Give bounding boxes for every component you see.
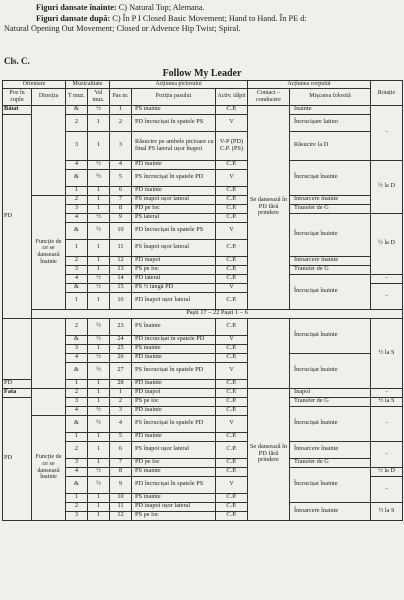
step-foot-action: V: [216, 476, 248, 493]
step-number: 2: [110, 397, 132, 406]
step-t-muz: &: [66, 169, 88, 186]
intro-label-after: Figuri dansate după:: [36, 13, 111, 23]
step-val-muz: 1: [88, 195, 110, 204]
header-row-columns: [3, 88, 403, 105]
header-row-groups: [3, 81, 403, 89]
step-foot-action: V-P (PD) C.P. (PS): [216, 131, 248, 160]
step-number: 1: [110, 105, 132, 114]
step-foot-action: C.P.: [216, 256, 248, 265]
header-val-muz: Val muz.: [88, 88, 110, 105]
step-number: 12: [110, 511, 132, 520]
step-position: PD pe loc: [132, 458, 216, 467]
step-number: 15: [110, 283, 132, 292]
step-t-muz: 1: [66, 292, 88, 309]
step-val-muz: 1: [88, 379, 110, 388]
header-actiunea-corpului: Acțiunea corpului: [248, 81, 371, 89]
step-val-muz: ½: [88, 283, 110, 292]
directia-empty-3: [32, 388, 66, 415]
step-number: 24: [110, 335, 132, 344]
step-val-muz: ½: [88, 213, 110, 222]
movement-cell: Încrucișat înainte: [290, 160, 371, 195]
rotation-cell: -: [371, 388, 403, 397]
intro-line-1: [4, 3, 402, 14]
poz-empty-1: [3, 318, 32, 379]
step-foot-action: C.P.: [216, 318, 248, 335]
step-number: 6: [110, 186, 132, 195]
step-t-muz: 4: [66, 467, 88, 476]
step-number: 5: [110, 169, 132, 186]
step-val-muz: 1: [88, 511, 110, 520]
step-foot-action: V: [216, 362, 248, 379]
class-label: Cls. C.: [4, 56, 30, 66]
step-t-muz: 1: [66, 186, 88, 195]
movement-cell: Încrucișat înainte: [290, 406, 371, 441]
step-number: 4: [110, 415, 132, 432]
rotation-cell: -: [371, 441, 403, 467]
step-t-muz: &: [66, 335, 88, 344]
header-actiunea-piciorului: Acțiunea piciorului: [110, 81, 248, 89]
poz-baiat: Băiat: [3, 105, 32, 114]
movement-cell: Încrucișat înainte: [290, 274, 371, 309]
directia-fata: Funcție de ce se dansează înainte: [32, 415, 66, 520]
rotation-cell: ½ la S: [371, 502, 403, 520]
step-t-muz: 4: [66, 213, 88, 222]
step-foot-action: C.P.: [216, 406, 248, 415]
step-position: PD înainte: [132, 160, 216, 169]
step-position: PD lateral: [132, 274, 216, 283]
step-position: PS pe loc: [132, 397, 216, 406]
step-t-muz: &: [66, 105, 88, 114]
step-number: 7: [110, 458, 132, 467]
movement-cell: Încrucișat înainte: [290, 213, 371, 256]
step-val-muz: ½: [88, 160, 110, 169]
intro-line-2: [4, 14, 402, 25]
step-number: 16: [110, 292, 132, 309]
step-foot-action: C.P.: [216, 511, 248, 520]
header-t-muz: T muz.: [66, 88, 88, 105]
movement-cell: Întoarcere înainte: [290, 441, 371, 458]
poz-pd-baiat: PD: [3, 114, 32, 318]
step-val-muz: 1: [88, 388, 110, 397]
step-val-muz: ½: [88, 353, 110, 362]
step-foot-action: C.P.: [216, 160, 248, 169]
step-foot-action: V: [216, 415, 248, 432]
poz-fata: Fata: [3, 388, 32, 397]
movement-cell: Transfer de G: [290, 458, 371, 467]
step-position: PS înainte: [132, 105, 216, 114]
step-position: PD încrucișat în spatele PS: [132, 222, 216, 239]
movement-cell: Înapoi: [290, 388, 371, 397]
movement-cell: Întoarcere înainte: [290, 195, 371, 204]
step-val-muz: 1: [88, 186, 110, 195]
step-foot-action: C.P.: [216, 441, 248, 458]
step-position: PD încrucișat în spatele PS: [132, 114, 216, 131]
step-t-muz: 2: [66, 256, 88, 265]
step-val-muz: 1: [88, 256, 110, 265]
step-position: PD înainte: [132, 353, 216, 362]
rotation-cell: -: [371, 274, 403, 283]
step-position: PD pe loc: [132, 204, 216, 213]
step-t-muz: &: [66, 283, 88, 292]
movement-cell: Răsucire la D: [290, 131, 371, 160]
step-t-muz: 2: [66, 502, 88, 511]
step-position: Răsucire pe ambele picioare cu final PS lateral ușor înapoi: [132, 131, 216, 160]
step-foot-action: C.P.: [216, 353, 248, 362]
contact-baiat: Se dansează în PD fără prindere: [248, 105, 290, 309]
step-foot-action: C.P.: [216, 388, 248, 397]
step-t-muz: 1: [66, 379, 88, 388]
step-position: PS lateral: [132, 213, 216, 222]
step-t-muz: 4: [66, 274, 88, 283]
step-position: PD înapoi: [132, 388, 216, 397]
step-number: 28: [110, 379, 132, 388]
rotation-cell: -: [371, 105, 403, 160]
step-position: PS înapoi ușor lateral: [132, 441, 216, 458]
step-t-muz: 2: [66, 388, 88, 397]
movement-cell: Transfer de G: [290, 204, 371, 213]
step-number: 6: [110, 441, 132, 458]
step-position: PD înapoi ușor lateral: [132, 292, 216, 309]
step-foot-action: C.P.: [216, 397, 248, 406]
step-position: PS ½ lângă PD: [132, 283, 216, 292]
intro-text-after: C) În P I Closed Basic Movement; Hand to Hand. În PE d:: [110, 13, 307, 23]
step-t-muz: 2: [66, 195, 88, 204]
step-position: PD înapoi ușor lateral: [132, 502, 216, 511]
step-position: PS încrucișat în spatele PD: [132, 169, 216, 186]
intro-text: [4, 3, 402, 35]
step-val-muz: 1: [88, 265, 110, 274]
step-t-muz: 3: [66, 458, 88, 467]
step-foot-action: C.P.: [216, 493, 248, 502]
step-number: 7: [110, 195, 132, 204]
header-miscarea: Mișcarea folosită: [290, 88, 371, 105]
movement-cell: Încrucișat înainte: [290, 467, 371, 502]
step-val-muz: ½: [88, 105, 110, 114]
step-number: 5: [110, 432, 132, 441]
step-position: PD înainte: [132, 432, 216, 441]
step-t-muz: &: [66, 362, 88, 379]
step-foot-action: C.P.: [216, 239, 248, 256]
directia-baiat: Funcție de ce se dansează înainte: [32, 195, 66, 309]
step-foot-action: C.P.: [216, 467, 248, 476]
step-foot-action: C.P.: [216, 186, 248, 195]
step-val-muz: 1: [88, 458, 110, 467]
step-number: 9: [110, 213, 132, 222]
step-val-muz: ½: [88, 335, 110, 344]
rotation-cell: ½ la D: [371, 213, 403, 274]
step-position: PS înainte: [132, 493, 216, 502]
step-val-muz: ½: [88, 476, 110, 493]
step-foot-action: C.P.: [216, 344, 248, 353]
step-foot-action: C.P.: [216, 195, 248, 204]
step-position: PD înainte: [132, 186, 216, 195]
step-t-muz: 3: [66, 265, 88, 274]
step-position: PS înainte: [132, 318, 216, 335]
header-muzicalitate: Muzicalitate: [66, 81, 110, 89]
movement-cell: Transfer de G: [290, 397, 371, 406]
step-number: 10: [110, 222, 132, 239]
contact-fata: Se dansează în PD fără prindere: [248, 388, 290, 520]
rotation-cell: -: [371, 406, 403, 441]
step-t-muz: &: [66, 476, 88, 493]
step-val-muz: ½: [88, 274, 110, 283]
step-t-muz: 3: [66, 511, 88, 520]
step-position: PS înapoi ușor lateral: [132, 239, 216, 256]
step-number: 13: [110, 265, 132, 274]
step-foot-action: C.P.: [216, 265, 248, 274]
step-number: 12: [110, 256, 132, 265]
step-foot-action: C.P.: [216, 105, 248, 114]
step-val-muz: ½: [88, 415, 110, 432]
step-row: [3, 195, 403, 204]
step-position: PS încrucișat în spatele PD: [132, 415, 216, 432]
step-foot-action: V: [216, 335, 248, 344]
separator-text: Pașii 17 – 22 Pașii 1 – 6: [32, 309, 403, 318]
step-t-muz: 4: [66, 353, 88, 362]
step-t-muz: 3: [66, 344, 88, 353]
step-foot-action: C.P.: [216, 379, 248, 388]
poz-pd-end: PD: [3, 379, 32, 388]
rotation-cell: -: [371, 283, 403, 309]
rotation-cell: ½ la D: [371, 160, 403, 213]
header-directia: Direcția: [32, 88, 66, 105]
step-position: PD încrucișat în spatele PS: [132, 476, 216, 493]
step-t-muz: 2: [66, 441, 88, 458]
step-foot-action: V: [216, 114, 248, 131]
step-position: PS încrucișat în spatele PD: [132, 362, 216, 379]
step-val-muz: 1: [88, 204, 110, 213]
step-foot-action: C.P.: [216, 432, 248, 441]
step-foot-action: V: [216, 222, 248, 239]
step-t-muz: &: [66, 222, 88, 239]
step-val-muz: 1: [88, 114, 110, 131]
step-foot-action: V: [216, 169, 248, 186]
step-position: PS înainte: [132, 344, 216, 353]
step-val-muz: 1: [88, 292, 110, 309]
step-val-muz: ½: [88, 318, 110, 335]
step-foot-action: C.P.: [216, 204, 248, 213]
header-orientare: Orientare: [3, 81, 66, 89]
movement-cell: Încrucișat înainte: [290, 353, 371, 388]
step-number: 3: [110, 131, 132, 160]
separator-row: [3, 309, 403, 318]
step-position: PD înainte: [132, 379, 216, 388]
step-number: 27: [110, 362, 132, 379]
step-t-muz: 1: [66, 493, 88, 502]
poz-pd-fata: PD: [3, 397, 32, 520]
step-val-muz: 1: [88, 131, 110, 160]
step-number: 4: [110, 160, 132, 169]
intro-line-3: Natural Opening Out Movement; Closed or Advence Hip Twist; Spiral.: [4, 24, 241, 33]
step-row: [3, 318, 403, 335]
step-t-muz: 1: [66, 432, 88, 441]
step-row: [3, 105, 403, 114]
step-t-muz: &: [66, 415, 88, 432]
step-val-muz: 1: [88, 502, 110, 511]
step-number: 8: [110, 204, 132, 213]
step-foot-action: C.P.: [216, 292, 248, 309]
step-t-muz: 3: [66, 204, 88, 213]
header-rotatie: Rotație: [371, 81, 403, 106]
directia-empty-2: [32, 318, 66, 388]
step-val-muz: 1: [88, 441, 110, 458]
step-number: 25: [110, 344, 132, 353]
dance-title: Follow My Leader: [162, 68, 242, 79]
rotation-cell: ½ la D: [371, 467, 403, 476]
step-number: 10: [110, 493, 132, 502]
movement-cell: Întoarcere înainte: [290, 256, 371, 265]
step-foot-action: C.P.: [216, 274, 248, 283]
step-t-muz: 3: [66, 131, 88, 160]
step-position: PS pe loc: [132, 511, 216, 520]
step-val-muz: ½: [88, 362, 110, 379]
step-position: PD încrucișat în spatele PD: [132, 335, 216, 344]
intro-label-before: Figuri dansate înainte:: [36, 3, 117, 12]
step-t-muz: 2: [66, 114, 88, 131]
step-row: [3, 388, 403, 397]
step-foot-action: C.P.: [216, 458, 248, 467]
step-foot-action: C.P.: [216, 502, 248, 511]
header-pas-nr: Pas nr.: [110, 88, 132, 105]
step-t-muz: 4: [66, 160, 88, 169]
header-pozitia: Poziția pasului: [132, 88, 216, 105]
step-position: PS înapoi ușor lateral: [132, 195, 216, 204]
step-number: 11: [110, 502, 132, 511]
directia-empty-1: [32, 105, 66, 195]
step-number: 3: [110, 406, 132, 415]
step-number: 1: [110, 388, 132, 397]
step-number: 9: [110, 476, 132, 493]
header-contact: Contact – conducere: [248, 88, 290, 105]
step-val-muz: 1: [88, 432, 110, 441]
step-val-muz: 1: [88, 397, 110, 406]
rotation-cell: ½ la S: [371, 318, 403, 388]
movement-cell: Încrucișare latino: [290, 114, 371, 131]
steps-table: [2, 80, 403, 521]
step-number: 8: [110, 467, 132, 476]
step-val-muz: ½: [88, 169, 110, 186]
movement-cell: Înainte: [290, 105, 371, 114]
movement-cell: Transfer de G: [290, 265, 371, 274]
header-poz: Poz în cuplu: [3, 88, 32, 105]
step-foot-action: C.P.: [216, 213, 248, 222]
step-val-muz: 1: [88, 239, 110, 256]
step-t-muz: 2: [66, 318, 88, 335]
step-number: 11: [110, 239, 132, 256]
step-val-muz: 1: [88, 493, 110, 502]
step-t-muz: 3: [66, 397, 88, 406]
rotation-cell: ½ la S: [371, 397, 403, 406]
contact-empty: [248, 318, 290, 388]
step-t-muz: 4: [66, 406, 88, 415]
step-position: PD înainte: [132, 406, 216, 415]
step-position: PS pe loc: [132, 265, 216, 274]
step-val-muz: ½: [88, 222, 110, 239]
step-val-muz: ½: [88, 467, 110, 476]
step-number: 23: [110, 318, 132, 335]
step-position: PS înainte: [132, 467, 216, 476]
movement-cell: Întoarcere înainte: [290, 502, 371, 520]
movement-cell: Încrucișat înainte: [290, 318, 371, 353]
step-val-muz: ½: [88, 406, 110, 415]
step-number: 14: [110, 274, 132, 283]
step-val-muz: 1: [88, 344, 110, 353]
header-activ-talpii: Activ. tălpii: [216, 88, 248, 105]
step-foot-action: V: [216, 283, 248, 292]
rotation-cell: -: [371, 476, 403, 502]
step-number: 2: [110, 114, 132, 131]
intro-text-before: C) Natural Top; Alemana.: [116, 3, 205, 12]
step-number: 26: [110, 353, 132, 362]
step-t-muz: 1: [66, 239, 88, 256]
step-position: PD înapoi: [132, 256, 216, 265]
